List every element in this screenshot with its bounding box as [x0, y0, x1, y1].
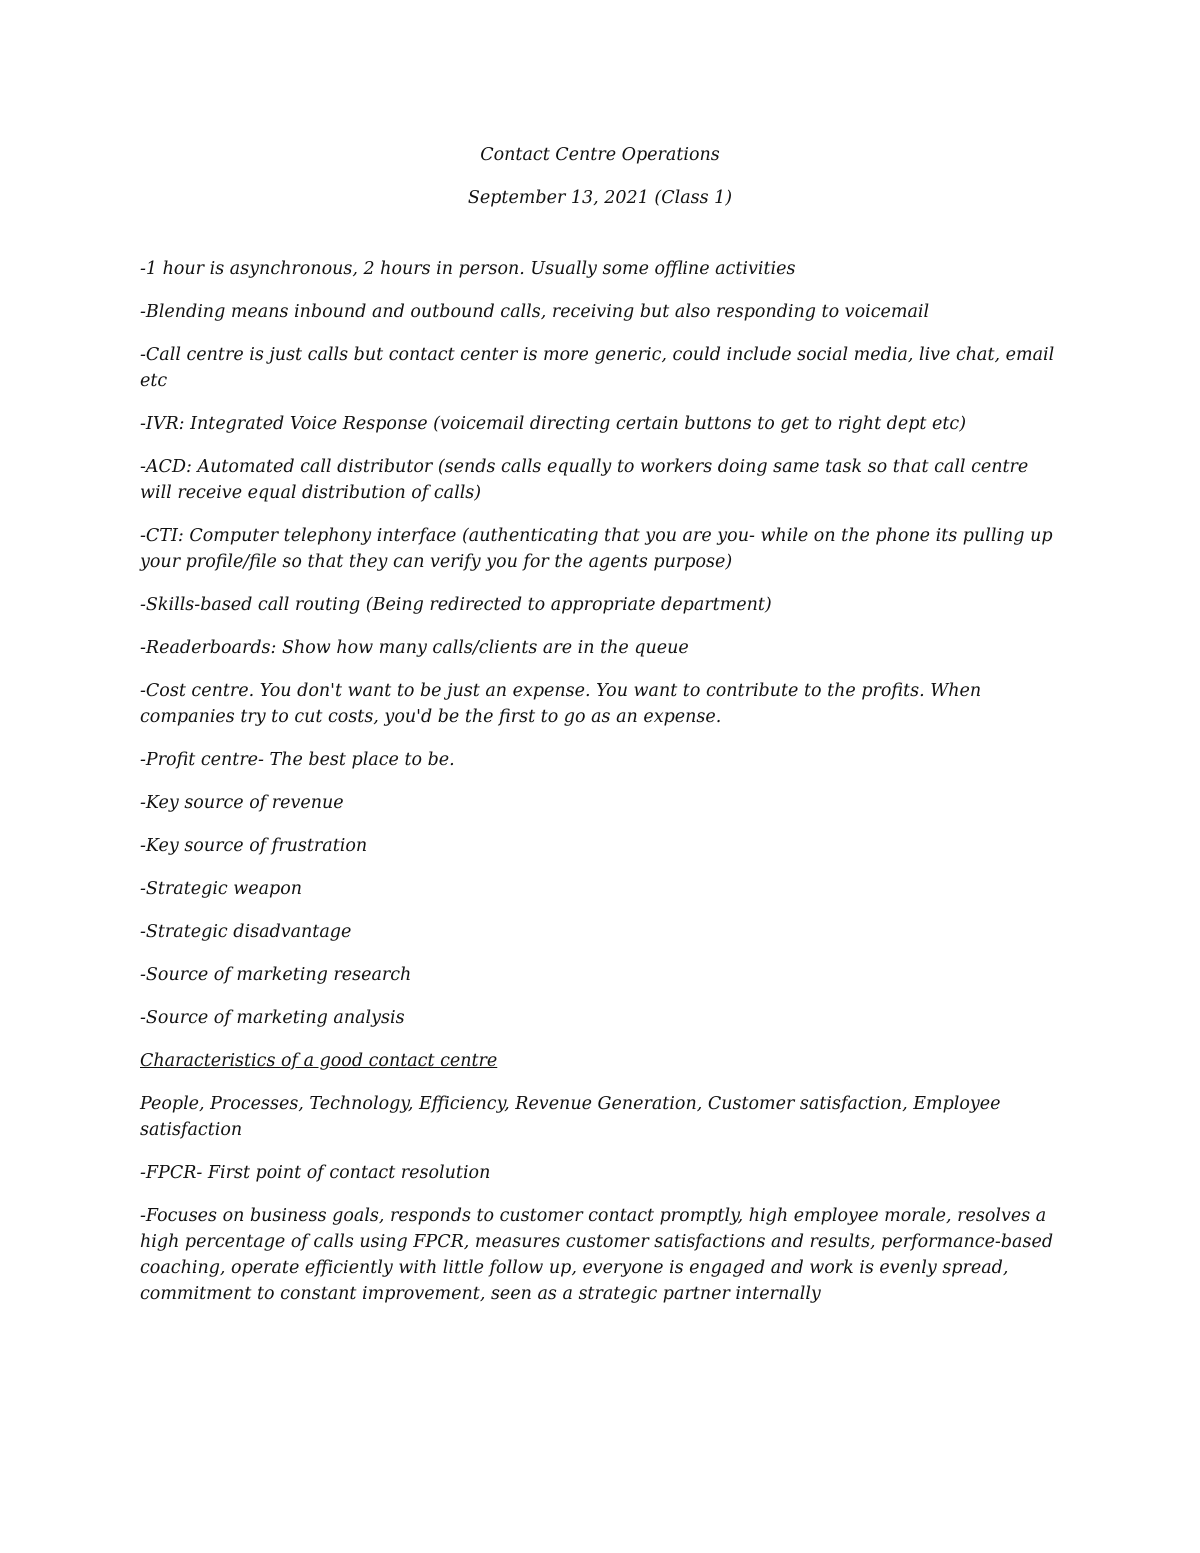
note-paragraph: -Key source of revenue: [140, 793, 344, 813]
section-paragraph: -Focuses on business goals, responds to customer contact promptly, high employee morale, resolves a high percentage of calls using FPCR, measures customer satisfactions and results, performance-based coaching, operate efficiently with little follow up, everyone is engaged and work is evenly spread, commitment to constant improvement, seen as a strategic partner internally: [140, 1206, 1054, 1304]
note-paragraph: -Source of marketing research: [140, 965, 412, 985]
note-paragraph: -Cost centre. You don't want to be just an expense. You want to contribute to the profits. When companies try to cut costs, you'd be the first to go as an expense.: [140, 681, 982, 727]
section-paragraph: -FPCR- First point of contact resolution: [140, 1163, 491, 1183]
note-paragraph: -Profit centre- The best place to be.: [140, 750, 455, 770]
note-paragraph: -Key source of frustration: [140, 836, 368, 856]
note-paragraph: -CTI: Computer telephony interface (authenticating that you are you- while on the phone its pulling up your profile/file so that they can verify you for the agents purpose): [140, 526, 1053, 572]
document-date: September 13, 2021 (Class 1): [467, 188, 733, 208]
document-page: [140, 140, 1060, 1324]
note-paragraph: -1 hour is asynchronous, 2 hours in person. Usually some offline activities: [140, 259, 796, 279]
note-paragraph: -ACD: Automated call distributor (sends calls equally to workers doing same task so that call centre will receive equal distribution of calls): [140, 457, 1029, 503]
note-paragraph: -Call centre is just calls but contact center is more generic, could include social media, live chat, email etc: [140, 345, 1055, 391]
note-paragraph: -Blending means inbound and outbound calls, receiving but also responding to voicemail: [140, 302, 930, 322]
note-paragraph: -IVR: Integrated Voice Response (voicemail directing certain buttons to get to right dept etc): [140, 414, 967, 434]
section-heading: Characteristics of a good contact centre: [140, 1051, 498, 1071]
document-title: Contact Centre Operations: [480, 145, 720, 165]
note-paragraph: -Source of marketing analysis: [140, 1008, 405, 1028]
note-paragraph: -Strategic disadvantage: [140, 922, 352, 942]
note-paragraph: -Skills-based call routing (Being redirected to appropriate department): [140, 595, 772, 615]
note-paragraph: -Readerboards: Show how many calls/clients are in the queue: [140, 638, 689, 658]
section-paragraph: People, Processes, Technology, Efficiency, Revenue Generation, Customer satisfaction, Employee satisfaction: [140, 1094, 1001, 1140]
note-paragraph: -Strategic weapon: [140, 879, 303, 899]
